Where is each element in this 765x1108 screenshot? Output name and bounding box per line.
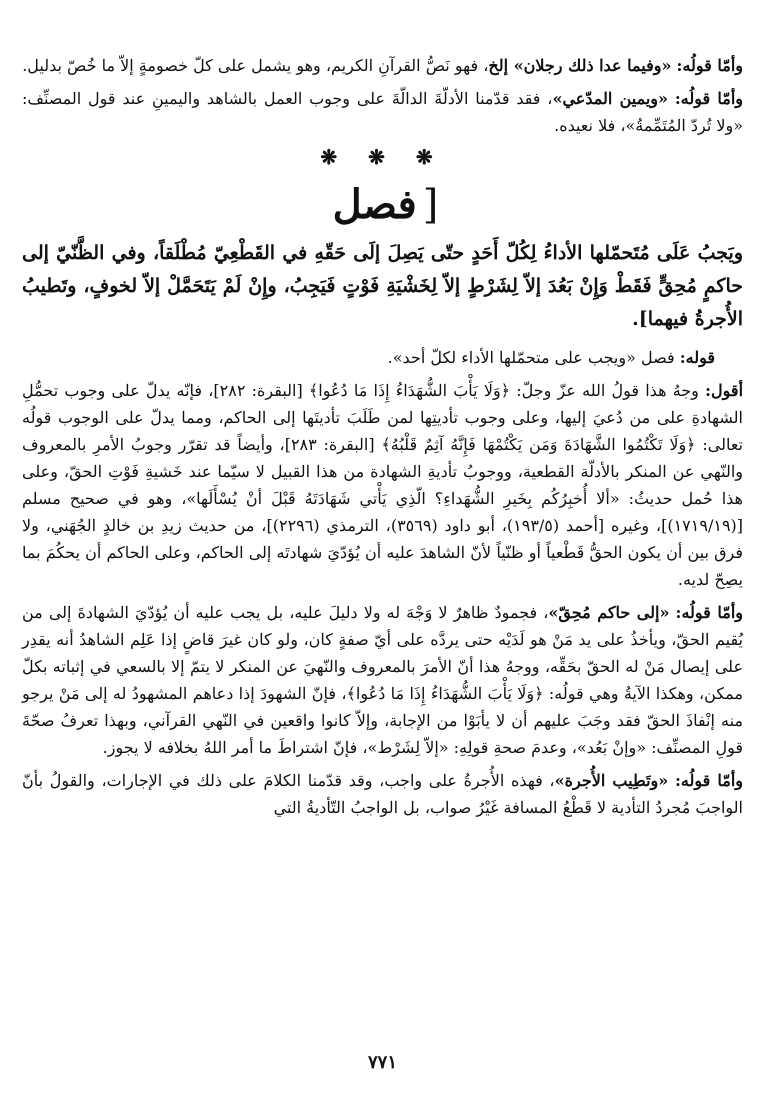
paragraph-lead: أقول:: [705, 381, 744, 400]
qawluh-text: فصل «ويجب على متحمّلها الأداء لكلّ أحد».: [387, 348, 675, 367]
paragraph-quote: «وفيما عدا ذلك رجلان» إلخ: [488, 56, 672, 75]
section-heading: [22, 177, 743, 233]
qawluh-line: [22, 344, 743, 371]
qawluh-lead: قوله:: [679, 348, 715, 367]
section-title: فصل: [332, 181, 417, 228]
body-paragraph-1: [22, 377, 743, 593]
paragraph-text: ، فهو نَصُّ القرآنِ الكريم، وهو يشمل على كلّ خصومةٍ إلاّ ما خُصّ بدليل.: [22, 56, 489, 75]
paragraph-lead: وأمّا قولُه:: [675, 603, 743, 622]
paragraph-text: وجهُ هذا قولُ الله عزّ وجلّ: ﴿وَلَا يَأْبَ الشُّهَدَاءُ إِذَا مَا دُعُوا﴾ [البقرة: ٢٨٢]، فإنّه يدلّ على وجوب تحمُّلِ الشهادةِ على من دُعيَ إليها، وعلى وجوب تأديتِها لمن طَلَبَ تأديتَها إلى الحاكم، ومما يدلّ على الوجوب قولُه تعالى: ﴿وَلَا تَكْتُمُوا الشَّهَادَةَ وَمَن يَكْتُمْهَا فَإِنَّهُ آثِمٌ قَلْبُهُ﴾ [البقرة: ٢٨٣]، وأيضاً قد تقرّر وجوبُ الأمرِ بالمعروف والنّهي عن المنكر بالأدلّة القطعية، ووجوبُ تأديةِ الشهادة من هذا القبيل لا سيّما عند خَشيةِ فَوْتِ الحقّ، وعلى هذا حُمل حديثُ: «ألا أُخبِرُكُم بِخَيرِ الشُّهَداءِ؟ الّذِي يَأْتي شَهَادَتَهُ قَبْلَ أنْ يُسْأَلَها»، وهو في صحيح مسلم [(١٧١٩/١٩)]، وغيره [أحمد (١٩٣/٥)، أبو داود (٣٥٦٩)، الترمذي (٢٢٩٦)]، من حديث زيدِ بن خالدٍ الجُهَني، ولا فرق بين أن يكون الحقُّ قَطْعياً أو ظنّياً لأنّ الشاهدَ عليه أن يُؤدّيَ شهادتَه إلى الحاكم، وعلى الحاكم أن يحكُمَ بما يصِحّ لديه.: [22, 381, 744, 589]
body-paragraph-2: [22, 599, 743, 761]
page-content: [22, 52, 743, 827]
matn-text: ويَجبُ عَلَى مُتَحمّلها الأداءُ لِكُلّ أَحَدٍ حتّى يَصِلَ إلَى حَقّهِ في القَطْعِيّ مُطْلَقاً، وفي الظَّنّيّ إلى حاكمٍ مُحِقٍّ فَقَطْ وَإِنْ بَعُدَ إلاّ لِشَرْطٍ إلاّ لِخَشْيَةِ فَوْتٍ فَيَجِبُ، وإِنْ لَمْ يَتَحَمَّلْ إلاّ لخوفٍ، وتَطيبُ الأُجرةُ فيهما].: [22, 242, 743, 330]
paragraph-quote: «وتَطِيب الأُجرة»: [554, 771, 669, 790]
paragraph-top-2: [22, 85, 743, 139]
heading-bracket: [: [422, 182, 439, 228]
paragraph-quote: «ويمين المدّعي»: [552, 89, 669, 108]
paragraph-lead: وأمّا قولُه:: [674, 89, 744, 108]
paragraph-text: ، فجمودٌ ظاهرٌ لا وَجْهَ له ولا دليلَ عليه، بل يجب عليه أن يُؤدّيَ الشهادةَ إلى من يُقيم الحقّ، ويأخذُ على يد مَنْ هو لَدَيْه حتى يردَّه على أيّ صفةٍ كان، ولو كان غيرَ قاضٍ إذا عَلِم الشاهدُ أنه يقدِر على إيصال مَنْ له الحقّ بحَقِّه، ووجهُ هذا أنّ الأمرَ بالمعروف والنّهيَ عن المنكر لا يتمّ إلا بالسعي في إثباته بكلّ ممكن، وهكذا الآيةُ وهي قولُه: ﴿وَلَا يَأْبَ الشُّهَدَاءُ إِذَا مَا دُعُوا﴾، فإنّ الشهودَ إذا دعاهم المشهودُ له إلى مَنْ يرجو منه إنْفاذَ الحقّ فقد وجَبَ عليهم أن لا يأبَوْا من الإجابة، وإلاّ كانوا واقعين في النّهي القرآني، وبهذا تعرفُ صحّةَ قولِ المصنِّف: «وإنْ بَعُد»، وعدمَ صحةِ قولِهِ: «إلاّ لِشَرْط»، فإنّ اشتراطَ ما أمر اللهُ بخلافه لا يجوز.: [22, 603, 744, 757]
paragraph-text: ، فهذه الأُجرةُ على واجب، وقد قدّمنا الكلامَ على ذلك في الإجارات، والقولُ بأنّ الواجبَ مُجردُ التأدية لا قَطْعُ المسافة غَيْرُ صواب، بل الواجبُ التّأديةُ التي: [22, 771, 743, 817]
paragraph-top-1: [22, 52, 743, 79]
section-separator: ❋ ❋ ❋: [320, 145, 445, 169]
paragraph-lead: وأمّا قولُه:: [674, 771, 743, 790]
page-number: ٧٧١: [367, 1052, 397, 1073]
paragraph-lead: وأمّا قولُه:: [676, 56, 743, 75]
paragraph-text: ، فقد قدّمنا الأدلّةَ الدالّةَ على وجوب العمل بالشاهد واليمينِ عند قول المصنِّف: «ولا تُردّ المُتَمِّمةُ»، فلا نعيده.: [22, 89, 743, 135]
paragraph-quote: «إلى حاكم مُحِقّ»: [548, 603, 670, 622]
body-paragraph-3: [22, 767, 743, 821]
